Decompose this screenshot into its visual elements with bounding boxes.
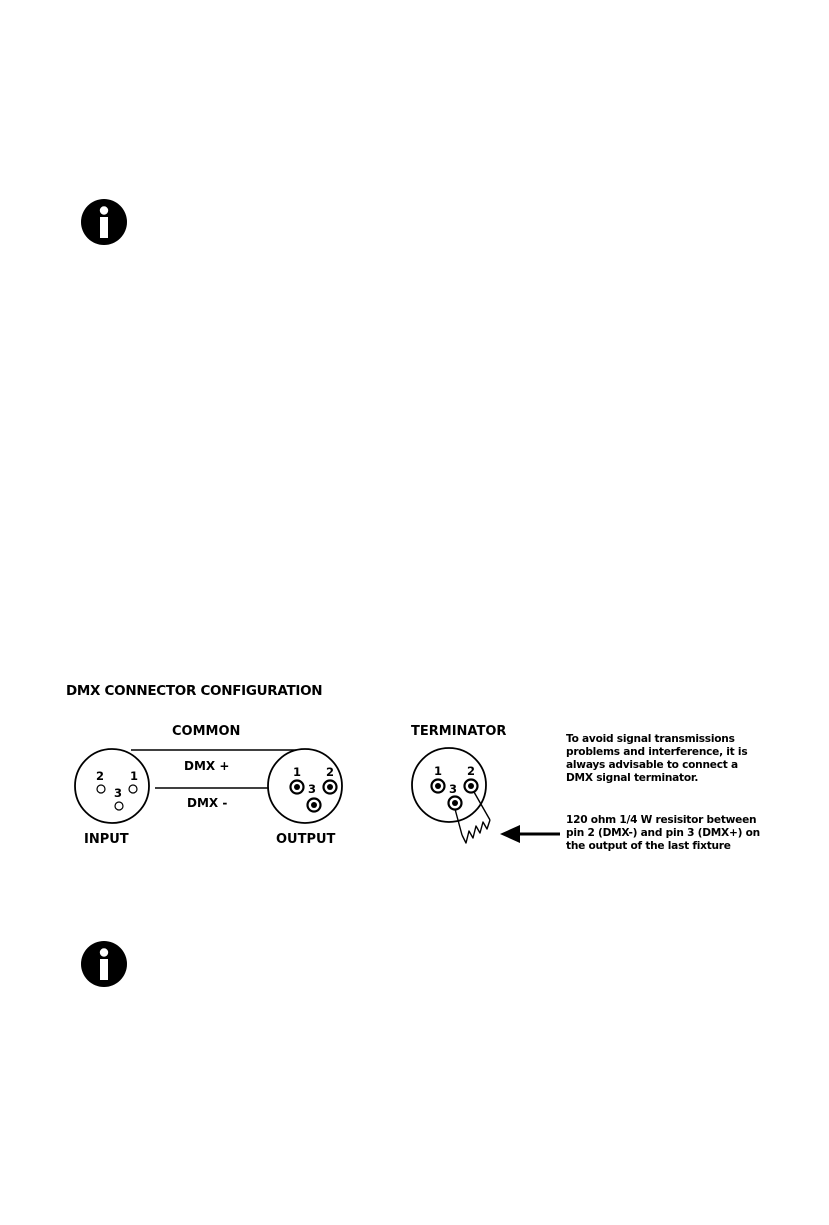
resistor-note-line: the output of the last fixture: [566, 840, 731, 852]
terminator-pin-3: [452, 800, 458, 806]
terminator-note-line: To avoid signal transmissions: [566, 733, 735, 745]
dmx-plus-label: DMX +: [184, 759, 230, 773]
terminator-note-line: always advisable to connect a: [566, 759, 738, 771]
terminator-note-line: problems and interference, it is: [566, 746, 748, 758]
output-pin-2-label: 2: [326, 765, 335, 779]
output-pin-1: [294, 784, 300, 790]
input-pin-1-label: 1: [130, 769, 139, 783]
input-label: INPUT: [84, 832, 129, 847]
info-icon: [80, 940, 128, 988]
terminator-pin-3-label: 3: [449, 782, 458, 796]
terminator-pin-2-label: 2: [467, 764, 476, 778]
resistor-note-line: pin 2 (DMX-) and pin 3 (DMX+) on: [566, 827, 760, 839]
input-pin-3-label: 3: [114, 786, 123, 800]
resistor-note: [566, 814, 760, 853]
input-pin-1: [129, 785, 137, 793]
resistor-note-line: 120 ohm 1/4 W resisitor between: [566, 814, 757, 826]
input-pin-2-label: 2: [96, 769, 105, 783]
dmx-minus-label: DMX -: [187, 796, 228, 810]
output-pin-2: [327, 784, 333, 790]
input-connector: [75, 749, 149, 823]
input-pin-2: [97, 785, 105, 793]
info-icon: [80, 198, 128, 246]
terminator-pin-1: [435, 783, 441, 789]
output-pin-3-label: 3: [308, 782, 317, 796]
terminator-pin-2: [468, 783, 474, 789]
output-pin-1-label: 1: [293, 765, 302, 779]
diagram-title: DMX CONNECTOR CONFIGURATION: [66, 683, 323, 699]
terminator-note: [566, 733, 747, 785]
output-pin-3: [311, 802, 317, 808]
terminator-pin-1-label: 1: [434, 764, 443, 778]
output-label: OUTPUT: [276, 832, 336, 847]
output-connector: [268, 749, 342, 823]
terminator-label: TERMINATOR: [411, 724, 507, 739]
terminator-connector: [412, 748, 486, 822]
common-label: COMMON: [172, 724, 241, 739]
input-pin-3: [115, 802, 123, 810]
arrow-icon: [500, 825, 560, 843]
terminator-note-line: DMX signal terminator.: [566, 772, 699, 784]
